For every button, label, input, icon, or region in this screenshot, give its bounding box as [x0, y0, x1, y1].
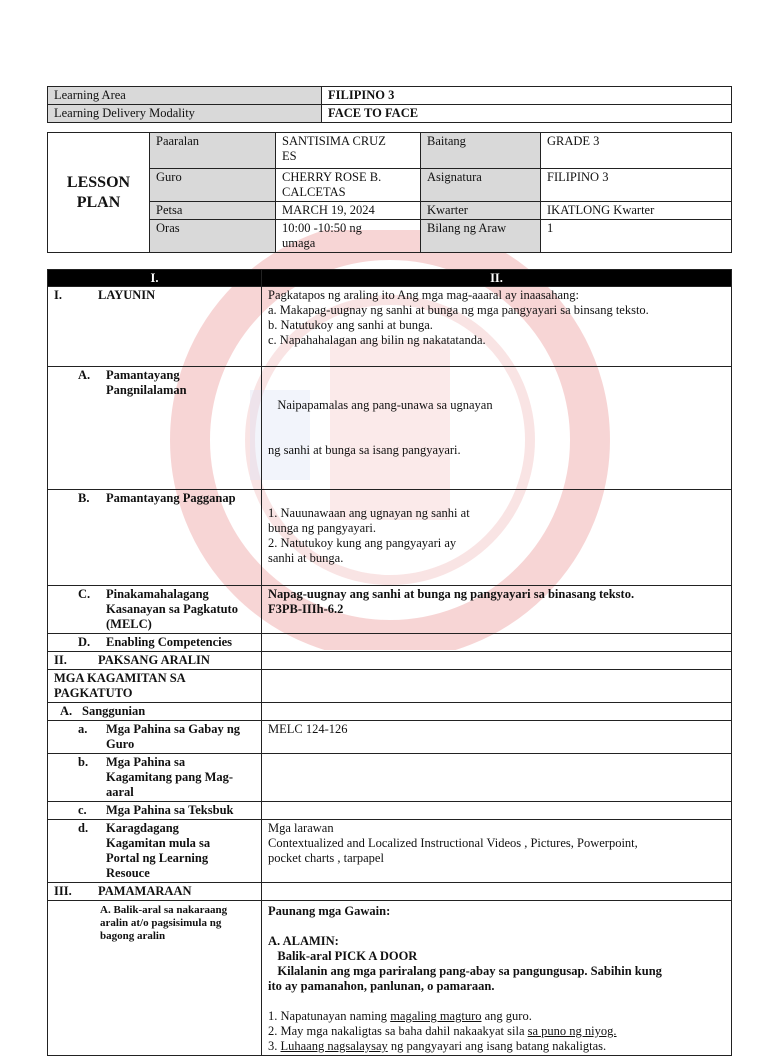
guro-value: CHERRY ROSE B. CALCETAS — [276, 169, 421, 202]
modality-label: Learning Delivery Modality — [48, 105, 322, 123]
karagdagang-kagamitan-label: d. Karagdagang Kagamitan mula sa Portal ng Learning Resouce — [48, 820, 262, 883]
modality-value: FACE TO FACE — [322, 105, 732, 123]
oras-value: 10:00 -10:50 ng umaga — [276, 220, 421, 253]
pamantayang-pangnilalaman-label: A. Pamantayang Pangnilalaman — [48, 367, 262, 490]
balik-aral-label: A. Balik-aral sa nakaraang aralin at/o pagsisimula ng bagong aralin — [48, 901, 262, 1056]
kwarter-label: Kwarter — [421, 202, 541, 220]
kwarter-value: IKATLONG Kwarter — [541, 202, 732, 220]
oras-label: Oras — [150, 220, 276, 253]
petsa-value: MARCH 19, 2024 — [276, 202, 421, 220]
paksang-aralin-content — [262, 652, 732, 670]
pamantayang-pangnilalaman-content: Naipapamalas ang pang-unawa sa ugnayan ng sanhi at bunga sa isang pangyayari. — [262, 367, 732, 490]
pamantayang-pagganap-content: 1. Nauunawaan ang ugnayan ng sanhi at bunga ng pangyayari. 2. Natutukoy kung ang pangyayari ay sanhi at bunga. — [262, 490, 732, 586]
paksang-aralin-label: II. PAKSANG ARALIN — [48, 652, 262, 670]
layunin-content: Pagkatapos ng araling ito Ang mga mag-aaaral ay inaasahang: a. Makapag-uugnay ng sanhi at bunga ng mga pangyayari sa binsang teksto. b. Natutukoy ang sanhi at bunga. c. Napahahalagan ang bilin ng nakatatanda. — [262, 287, 732, 367]
sentence-3: 3. Luhaang nagsalaysay ng pangyayari ang isang batang nakaligtas. — [268, 1039, 607, 1053]
melc-content: Napag-uugnay ang sanhi at bunga ng pangyayari sa binasang teksto. F3PB-IIIh-6.2 — [262, 586, 732, 634]
pamamaraan-label: III. PAMAMARAAN — [48, 883, 262, 901]
balik-aral-content: Paunang mga Gawain: A. ALAMIN: Balik-aral PICK A DOOR Kilalanin ang mga parirala​ng pang-abay sa pangungusap. Sabihin kung ito ay pamanahon, panlunan, o pamaraan. 1. Napatunayan naming magaling magturo ang guro. 2. May mga nakaligtas sa baha dahil nakaakyat sila sa puno ng niyog. 3. Luhaang nagsalaysay ng pangyayari ang isang batang nakaligtas. — [262, 901, 732, 1056]
bilang-value: 1 — [541, 220, 732, 253]
header-table — [47, 86, 732, 123]
paaralan-value: SANTISIMA CRUZ ES — [276, 133, 421, 169]
guro-label: Guro — [150, 169, 276, 202]
gabay-guro-label: a. Mga Pahina sa Gabay ng Guro — [48, 721, 262, 754]
pamantayang-pagganap-label: B. Pamantayang Pagganap — [48, 490, 262, 586]
mga-kagamitan-label: MGA KAGAMITAN SA PAGKATUTO — [48, 670, 262, 703]
baitang-value: GRADE 3 — [541, 133, 732, 169]
sentence-2: 2. May mga nakaligtas sa baha dahil nakaakyat sila sa puno ng niyog. — [268, 1024, 617, 1038]
kagamitang-mag-aaral-content — [262, 754, 732, 802]
mga-kagamitan-content — [262, 670, 732, 703]
teksbuk-label: c. Mga Pahina sa Teksbuk — [48, 802, 262, 820]
petsa-label: Petsa — [150, 202, 276, 220]
sanggunian-content — [262, 703, 732, 721]
gabay-guro-content: MELC 124-126 — [262, 721, 732, 754]
col2-header: II. — [262, 270, 732, 287]
layunin-label: I. LAYUNIN — [48, 287, 262, 367]
paaralan-label: Paaralan — [150, 133, 276, 169]
asignatura-label: Asignatura — [421, 169, 541, 202]
melc-label: C. Pinakamahalagang Kasanayan sa Pagkatuto (MELC) — [48, 586, 262, 634]
enabling-competencies-label: D. Enabling Competencies — [48, 634, 262, 652]
learning-area-value: FILIPINO 3 — [322, 87, 732, 105]
karagdagang-kagamitan-content: Mga larawan Contextualized and Localized Instructional Videos , Pictures, Powerpoint, pocket charts , tarpapel — [262, 820, 732, 883]
bilang-label: Bilang ng Araw — [421, 220, 541, 253]
kagamitang-mag-aaral-label: b. Mga Pahina sa Kagamitang pang Mag- aaral — [48, 754, 262, 802]
sentence-1: 1. Napatunayan naming magaling magturo ang guro. — [268, 1009, 532, 1023]
lesson-plan-title: LESSON PLAN — [48, 133, 150, 253]
pamamaraan-content — [262, 883, 732, 901]
lesson-info-table — [47, 132, 732, 253]
learning-area-label: Learning Area — [48, 87, 322, 105]
baitang-label: Baitang — [421, 133, 541, 169]
col1-header: I. — [48, 270, 262, 287]
teksbuk-content — [262, 802, 732, 820]
lesson-plan-table — [47, 269, 732, 1056]
asignatura-value: FILIPINO 3 — [541, 169, 732, 202]
sanggunian-label: A. Sanggunian — [48, 703, 262, 721]
enabling-competencies-content — [262, 634, 732, 652]
